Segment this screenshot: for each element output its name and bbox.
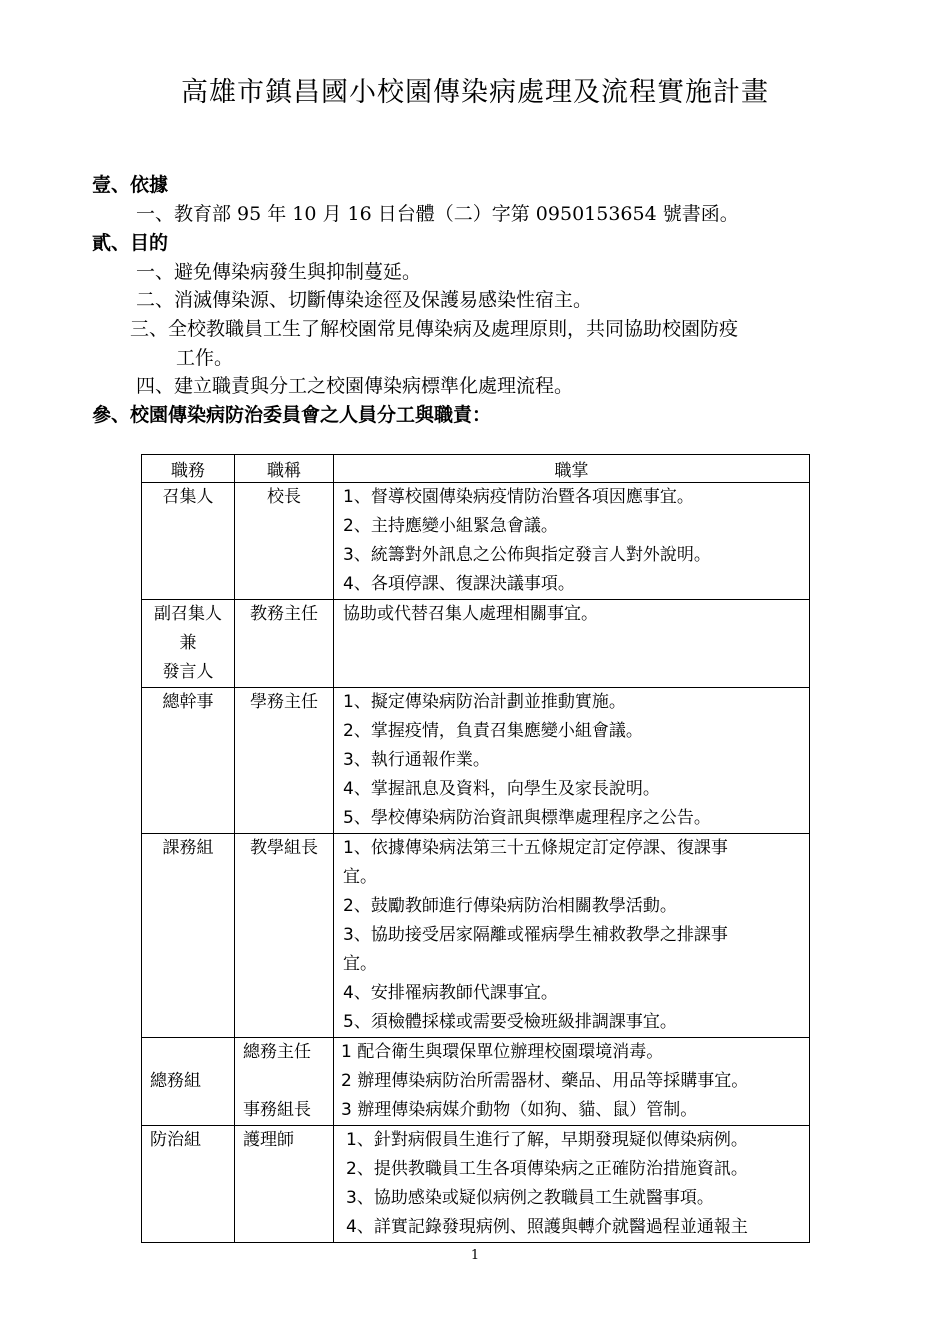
duty-item: 3、協助接受居家隔離或罹病學生補救教學之排課事 <box>343 925 728 945</box>
duty-item: 宜。 <box>343 954 377 974</box>
table-header-row <box>142 455 810 483</box>
role-cell <box>142 600 235 688</box>
duties-cell <box>334 1038 810 1126</box>
duty-item: 1、擬定傳染病防治計劃並推動實施。 <box>343 692 626 712</box>
duties-cell <box>334 1126 810 1243</box>
purpose-item-1: 一、避免傳染病發生與抑制蔓延。 <box>136 261 422 283</box>
duty-item: 2、主持應變小組緊急會議。 <box>343 516 558 536</box>
duty-item: 3 辦理傳染病媒介動物（如狗、貓、鼠）管制。 <box>341 1100 698 1120</box>
role-cell: 防治組 <box>142 1126 235 1243</box>
header-title: 職稱 <box>235 455 334 483</box>
header-duties: 職掌 <box>334 455 810 483</box>
duty-item: 1、依據傳染病法第三十五條規定訂定停課、復課事 <box>343 838 728 858</box>
purpose-item-4: 四、建立職責與分工之校園傳染病標準化處理流程。 <box>136 375 574 397</box>
duty-item: 3、執行通報作業。 <box>343 750 490 770</box>
title-cell <box>235 1038 334 1126</box>
duty-item: 2、掌握疫情，負責召集應變小組會議。 <box>343 721 643 741</box>
role-cell: 召集人 <box>142 483 235 600</box>
role-line: 兼 <box>179 633 197 653</box>
section-heading-duties: 參、校園傳染病防治委員會之人員分工與職責： <box>92 404 492 426</box>
duty-item: 宜。 <box>343 867 377 887</box>
duty-item: 1、督導校園傳染病疫情防治暨各項因應事宜。 <box>343 487 694 507</box>
duty-table <box>141 454 810 1243</box>
role-cell: 總幹事 <box>142 688 235 834</box>
title-cell: 教務主任 <box>235 600 334 688</box>
duty-item: 4、掌握訊息及資料，向學生及家長說明。 <box>343 779 660 799</box>
title-cell: 教學組長 <box>235 834 334 1038</box>
section-heading-purpose: 貳、目的 <box>92 232 169 254</box>
document-title: 高雄市鎮昌國小校園傳染病處理及流程實施計畫 <box>181 77 769 108</box>
duty-item: 2、鼓勵教師進行傳染病防治相關教學活動。 <box>343 896 677 916</box>
role-line: 發言人 <box>162 662 214 682</box>
duty-item: 2 辦理傳染病防治所需器材、藥品、用品等採購事宜。 <box>341 1071 749 1091</box>
role-line: 副召集人 <box>154 604 222 624</box>
duties-cell <box>334 688 810 834</box>
duties-cell <box>334 834 810 1038</box>
title-line: 總務主任 <box>243 1042 311 1062</box>
header-role: 職務 <box>142 455 235 483</box>
duty-item: 4、各項停課、復課決議事項。 <box>343 574 575 594</box>
table-row <box>142 1126 810 1243</box>
purpose-item-3: 三、全校教職員工生了解校園常見傳染病及處理原則，共同協助校園防疫 <box>130 318 739 340</box>
title-cell: 護理師 <box>235 1126 334 1243</box>
table-row <box>142 600 810 688</box>
duty-item: 2、提供教職員工生各項傳染病之正確防治措施資訊。 <box>346 1159 748 1179</box>
table-row <box>142 1038 810 1126</box>
duty-item: 3、協助感染或疑似病例之教職員工生就醫事項。 <box>346 1188 714 1208</box>
duty-item: 1 配合衛生與環保單位辦理校園環境消毒。 <box>341 1042 664 1062</box>
title-cell: 校長 <box>235 483 334 600</box>
table-row <box>142 483 810 600</box>
duty-item: 3、統籌對外訊息之公佈與指定發言人對外說明。 <box>343 545 711 565</box>
duties-cell <box>334 483 810 600</box>
section-heading-basis: 壹、依據 <box>92 174 169 196</box>
duty-item: 4、詳實記錄發現病例、照護與轉介就醫過程並通報主 <box>346 1217 748 1237</box>
role-cell: 總務組 <box>142 1038 235 1126</box>
duty-item: 5、須檢體採樣或需要受檢班級排調課事宜。 <box>343 1012 677 1032</box>
role-cell: 課務組 <box>142 834 235 1038</box>
title-cell: 學務主任 <box>235 688 334 834</box>
table-row <box>142 834 810 1038</box>
purpose-item-3-cont: 工作。 <box>176 347 234 369</box>
duties-cell <box>334 600 810 688</box>
duty-item: 4、安排罹病教師代課事宜。 <box>343 983 558 1003</box>
page-number: 1 <box>470 1248 480 1263</box>
basis-item-1: 一、教育部 95 年 10 月 16 日台體（二）字第 0950153654 號書函。 <box>136 203 739 225</box>
duty-item: 1、針對病假員生進行了解，早期發現疑似傳染病例。 <box>346 1130 748 1150</box>
title-line: 事務組長 <box>243 1100 311 1120</box>
table-row <box>142 688 810 834</box>
duty-item: 5、學校傳染病防治資訊與標準處理程序之公告。 <box>343 808 711 828</box>
purpose-item-2: 二、消滅傳染源、切斷傳染途徑及保護易感染性宿主。 <box>136 289 593 311</box>
duty-item: 協助或代替召集人處理相關事宜。 <box>343 604 598 624</box>
